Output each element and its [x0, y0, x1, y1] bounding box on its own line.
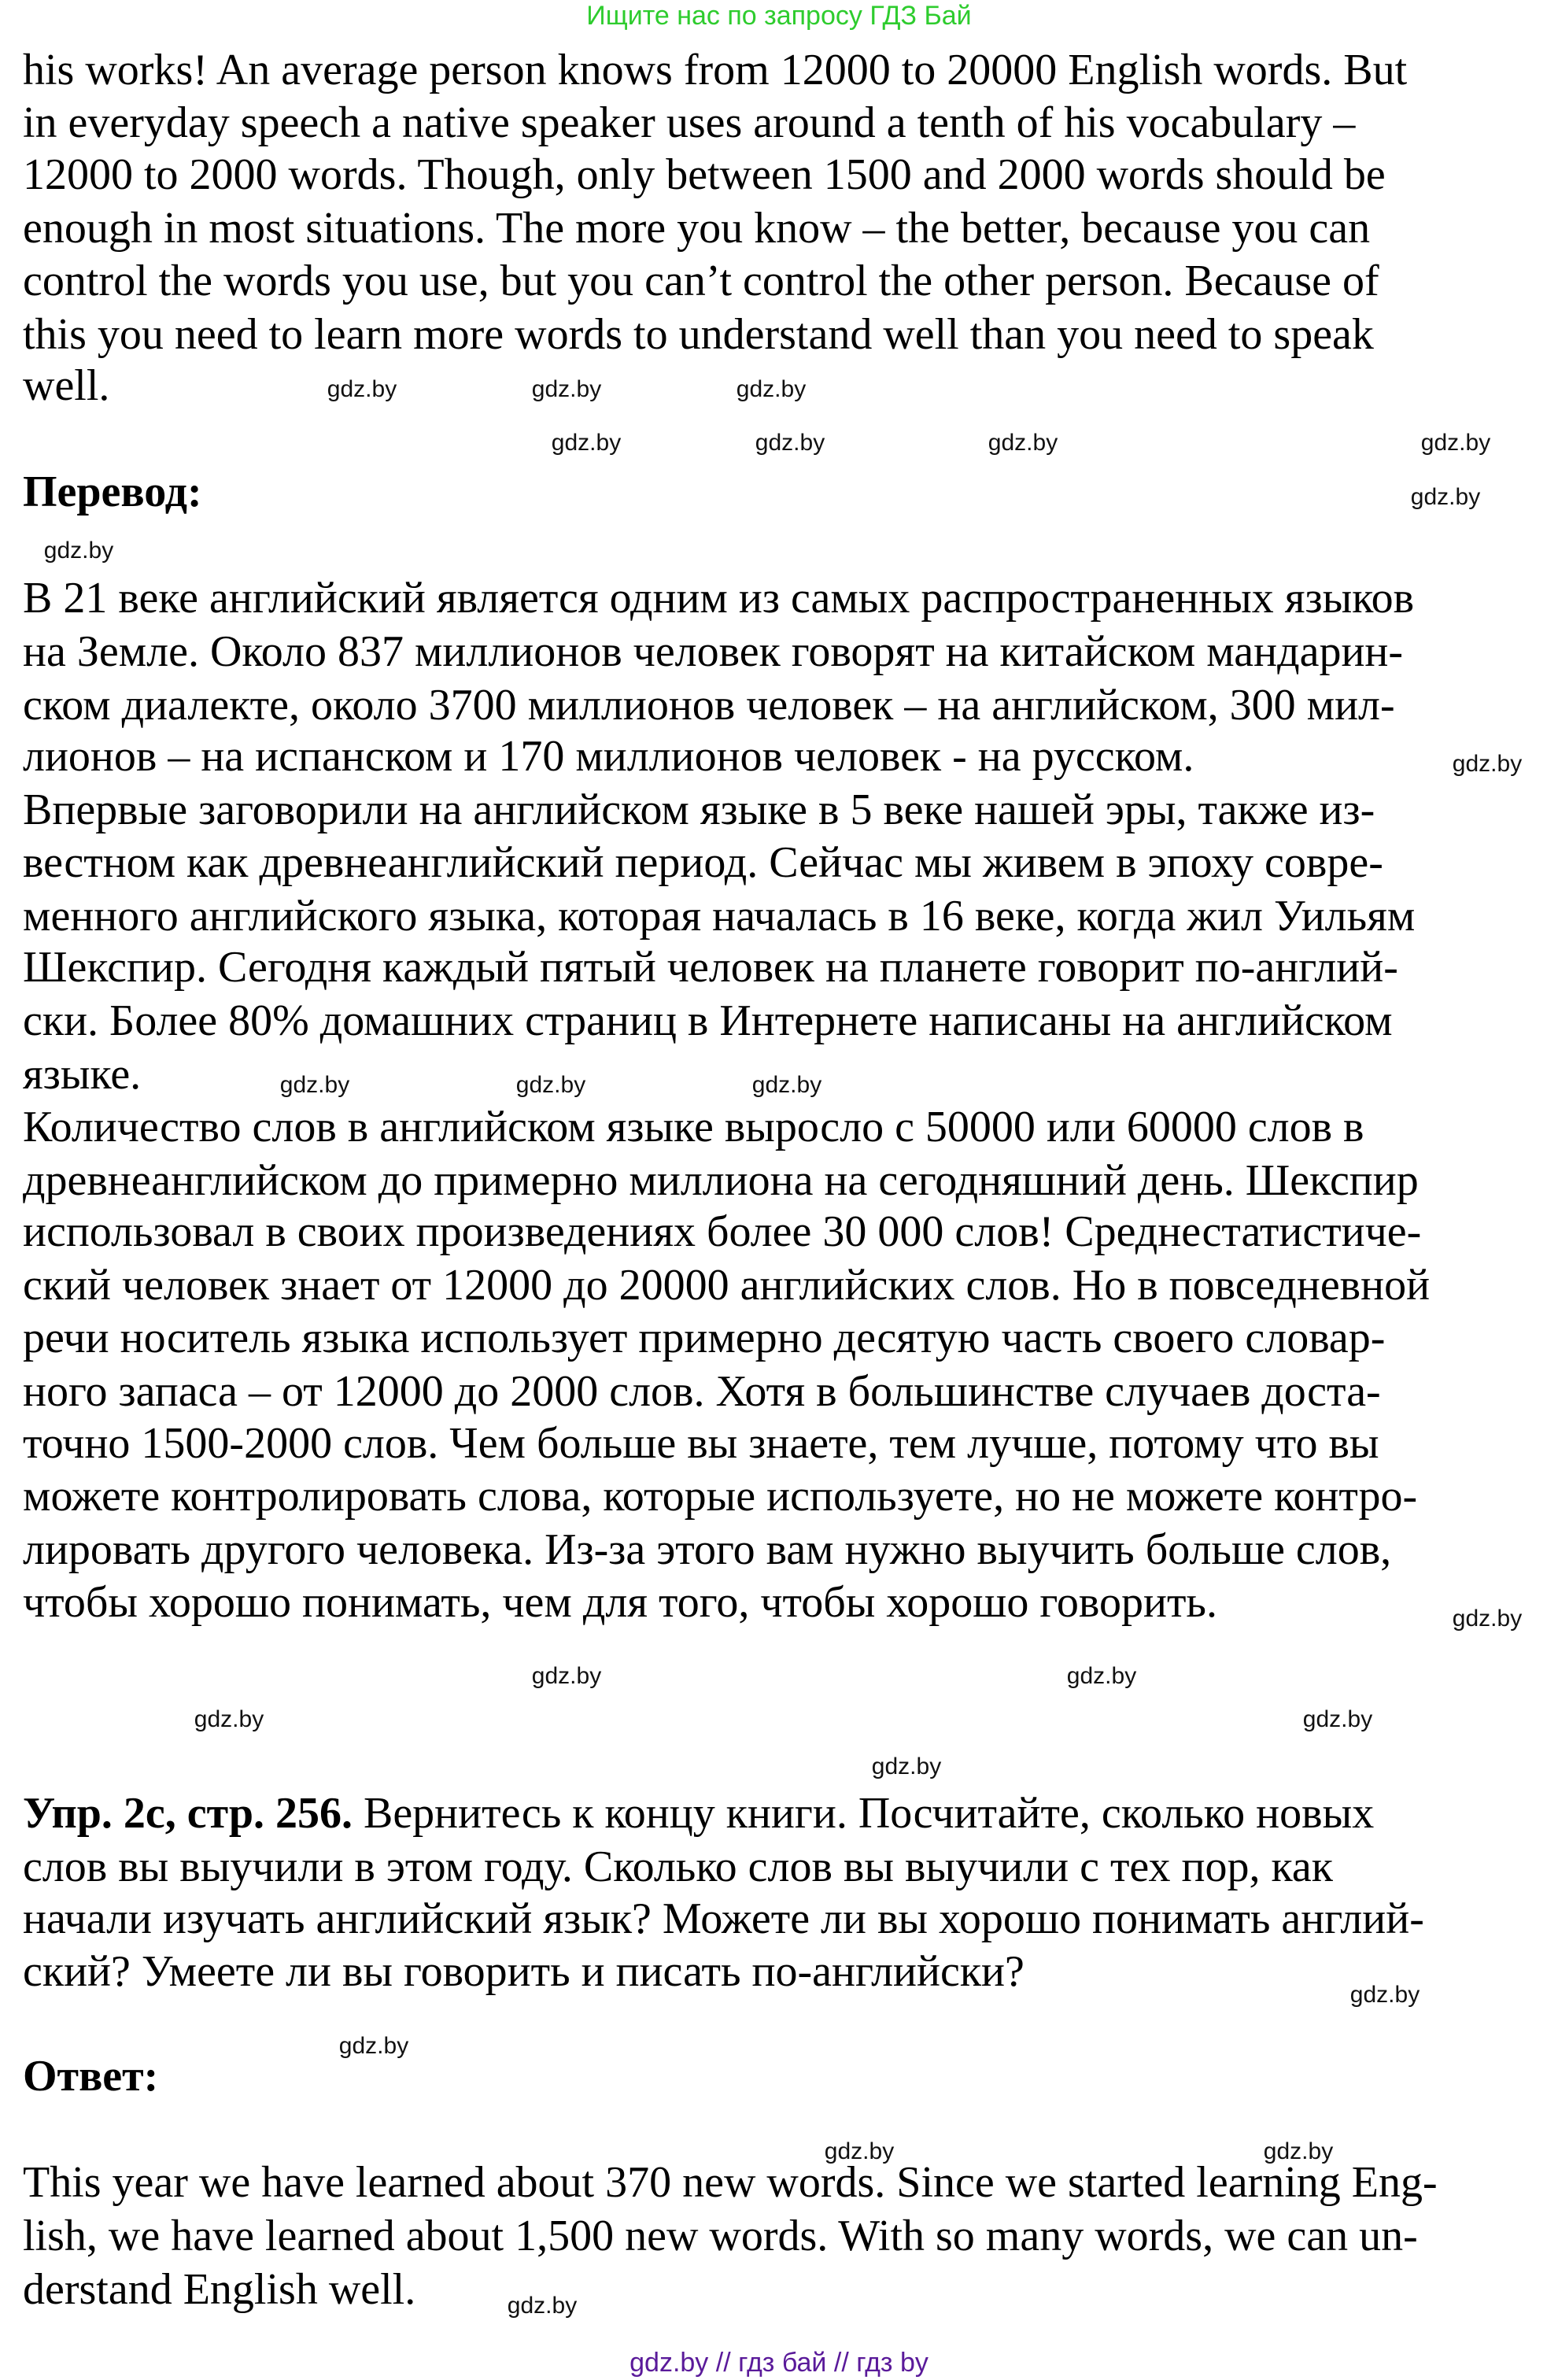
- translation-line: чтобы хорошо понимать, чем для того, чтобы хорошо говорить.: [23, 1578, 1217, 1628]
- watermark: gdz.by: [1302, 1706, 1373, 1732]
- watermark: gdz.by: [751, 1072, 822, 1098]
- watermark: gdz.by: [1263, 2138, 1334, 2164]
- watermark: gdz.by: [755, 430, 825, 456]
- watermark: gdz.by: [507, 2293, 578, 2319]
- translation-line: языке.: [23, 1049, 142, 1099]
- watermark: gdz.by: [1452, 1606, 1523, 1632]
- search-banner: Ищите нас по запросу ГДЗ Бай: [586, 1, 972, 31]
- watermark: gdz.by: [327, 376, 397, 402]
- translation-heading: Перевод:: [23, 468, 202, 517]
- translation-line: лировать другого человека. Из-за этого вам нужно выучить больше слов,: [23, 1524, 1392, 1574]
- watermark: gdz.by: [1066, 1663, 1137, 1689]
- footer-banner: gdz.by // гдз бай // гдз by: [629, 2348, 929, 2378]
- translation-line: точно 1500-2000 слов. Чем больше вы знаете, тем лучше, потому что вы: [23, 1418, 1379, 1468]
- translation-line: менного английского языка, которая началась в 16 веке, когда жил Уильям: [23, 891, 1416, 941]
- exercise-line: [23, 1787, 1374, 1840]
- english-line: well.: [23, 361, 110, 411]
- watermark: gdz.by: [736, 376, 807, 402]
- translation-line: Впервые заговорили на английском языке в 5 веке нашей эры, также из-: [23, 785, 1375, 834]
- watermark: gdz.by: [338, 2033, 409, 2059]
- watermark: gdz.by: [988, 430, 1058, 456]
- exercise-label: Упр. 2с, стр. 256.: [23, 1789, 353, 1839]
- translation-line: ного запаса – от 12000 до 2000 слов. Хотя в большинстве случаев доста-: [23, 1366, 1381, 1416]
- exercise-line: начали изучать английский язык? Можете ли вы хорошо понимать англий-: [23, 1894, 1424, 1943]
- watermark: gdz.by: [531, 1663, 602, 1689]
- english-line: his works! An average person knows from 12000 to 20000 English words. But: [23, 45, 1408, 94]
- english-line: control the words you use, but you can’t control the other person. Because of: [23, 257, 1379, 306]
- translation-line: ский человек знает от 12000 до 20000 английских слов. Но в повседневной: [23, 1260, 1431, 1310]
- answer-line: derstand English well.: [23, 2264, 416, 2314]
- translation-line: В 21 веке английский является одним из самых распространенных языков: [23, 574, 1415, 623]
- watermark: gdz.by: [1452, 751, 1523, 777]
- translation-line: ски. Более 80% домашних страниц в Интернете написаны на английском: [23, 996, 1393, 1045]
- watermark: gdz.by: [551, 430, 622, 456]
- watermark: gdz.by: [515, 1072, 586, 1098]
- translation-line: Количество слов в английском языке выросло с 50000 или 60000 слов в: [23, 1103, 1364, 1152]
- watermark: gdz.by: [43, 538, 114, 564]
- english-line: in everyday speech a native speaker uses around a tenth of his vocabulary –: [23, 98, 1356, 148]
- translation-line: ском диалекте, около 3700 миллионов человек – на английском, 300 мил-: [23, 680, 1395, 730]
- exercise-text: Вернитесь к концу книги. Посчитайте, сколько новых: [352, 1789, 1375, 1839]
- watermark: gdz.by: [531, 376, 602, 402]
- translation-line: использовал в своих произведениях более 30 000 слов! Среднестатистиче-: [23, 1207, 1422, 1257]
- translation-line: можете контролировать слова, которые используете, но не можете контро-: [23, 1472, 1418, 1521]
- watermark: gdz.by: [824, 2138, 895, 2164]
- watermark: gdz.by: [279, 1072, 350, 1098]
- translation-line: древнеанглийском до примерно миллиона на сегодняшний день. Шекспир: [23, 1155, 1419, 1205]
- translation-line: лионов – на испанском и 170 миллионов человек - на русском.: [23, 732, 1194, 782]
- watermark: gdz.by: [871, 1754, 942, 1779]
- english-line: 12000 to 2000 words. Though, only between 1500 and 2000 words should be: [23, 150, 1386, 199]
- watermark: gdz.by: [194, 1706, 264, 1732]
- answer-line: lish, we have learned about 1,500 new words. With so many words, we can un-: [23, 2211, 1418, 2260]
- english-line: this you need to learn more words to understand well than you need to speak: [23, 309, 1374, 359]
- translation-line: Шекспир. Сегодня каждый пятый человек на планете говорит по-англий-: [23, 943, 1398, 992]
- exercise-line: ский? Умеете ли вы говорить и писать по-английски?: [23, 1947, 1025, 1997]
- exercise-line: слов вы выучили в этом году. Сколько слов вы выучили с тех пор, как: [23, 1842, 1333, 1891]
- translation-line: речи носитель языка использует примерно десятую часть своего словар-: [23, 1314, 1386, 1363]
- translation-line: вестном как древнеанглийский период. Сейчас мы живем в эпоху совре-: [23, 838, 1383, 888]
- translation-line: на Земле. Около 837 миллионов человек говорят на китайском мандарин-: [23, 626, 1404, 676]
- watermark: gdz.by: [1349, 1982, 1420, 2008]
- answer-heading: Ответ:: [23, 2052, 159, 2101]
- watermark: gdz.by: [1410, 484, 1481, 510]
- english-line: enough in most situations. The more you know – the better, because you can: [23, 203, 1371, 253]
- watermark: gdz.by: [1420, 430, 1491, 456]
- answer-line: This year we have learned about 370 new words. Since we started learning Eng-: [23, 2158, 1438, 2208]
